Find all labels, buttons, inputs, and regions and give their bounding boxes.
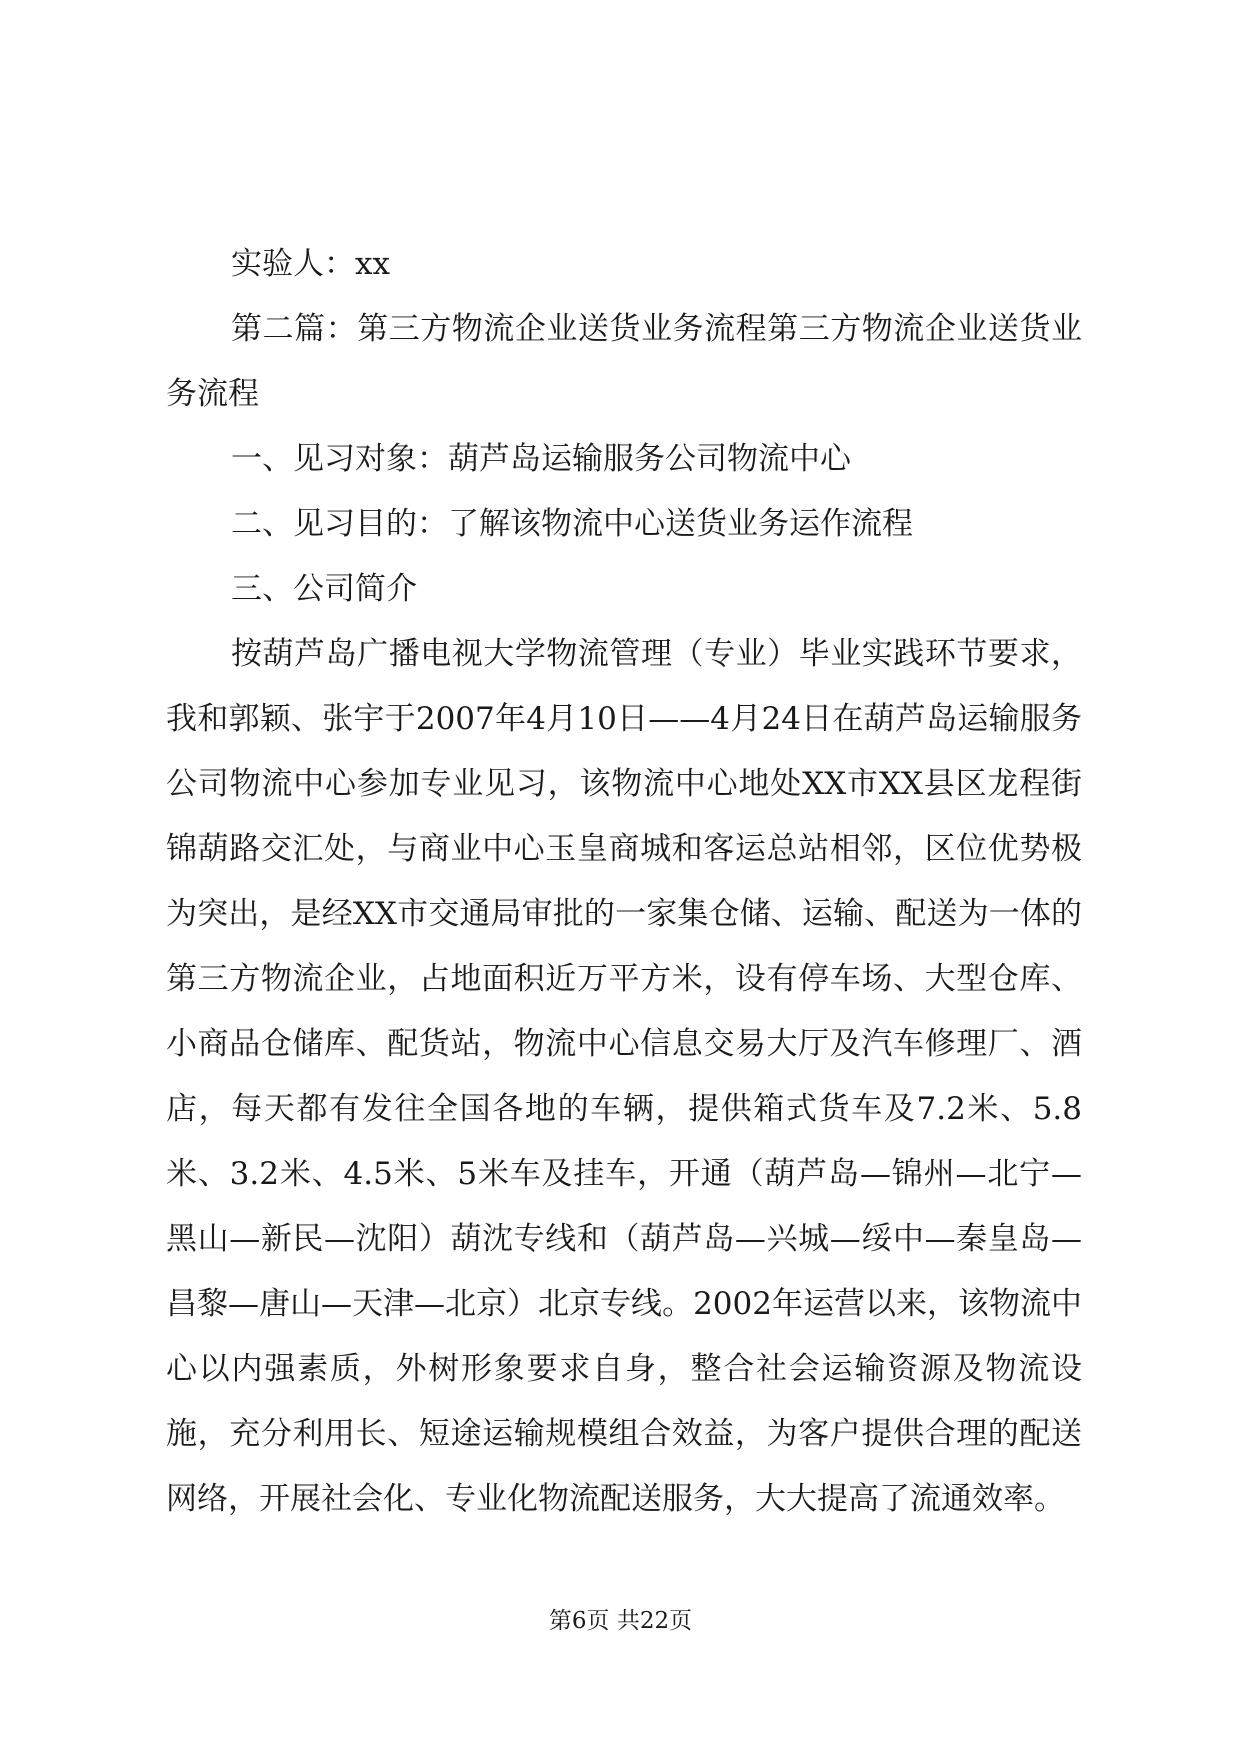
paragraph-internship-target: 一、见习对象：葫芦岛运输服务公司物流中心 xyxy=(231,441,851,477)
page-footer: 第6页 共22页 xyxy=(548,1608,693,1634)
paragraph-company-intro: 按葫芦岛广播电视大学物流管理（专业）毕业实践环节要求，我和郭颖、张宇于2007年4月10日——4月24日在葫芦岛运输服务公司物流中心参加专业见习，该物流中心地处XX市XX县区龙程街锦葫路交汇处，与商业中心玉皇商城和客运总站相邻，区位优势极为突出，是经XX市交通局审批的一家集仓储、运输、配送为一体的第三方物流企业，占地面积近万平方米，设有停车场、大型仓库、小商品仓储库、配货站，物流中心信息交易大厅及汽车修理厂、酒店，每天都有发往全国各地的车辆，提供箱式货车及7.2米、5.8米、3.2米、4.5米、5米车及挂车，开通（葫芦岛—锦州—北宁—黑山—新民—沈阳）葫沈专线和（葫芦岛—兴城—绥中—秦皇岛—昌黎—唐山—天津—北京）北京专线。2002年运营以来，该物流中心以内强素质，外树形象要求自身，整合社会运输资源及物流设施，充分利用长、短途运输规模组合效益，为客户提供合理的配送网络，开展社会化、专业化物流配送服务，大大提高了流通效率。 xyxy=(166,636,1082,1517)
document-body xyxy=(166,232,1082,1532)
paragraph-internship-purpose: 二、见习目的：了解该物流中心送货业务运作流程 xyxy=(231,506,913,542)
paragraph-company-heading: 三、公司简介 xyxy=(231,571,417,607)
paragraph-experimenter: 实验人：xx xyxy=(231,246,390,282)
paragraph-section-title: 第二篇：第三方物流企业送货业务流程第三方物流企业送货业务流程 xyxy=(166,311,1082,412)
